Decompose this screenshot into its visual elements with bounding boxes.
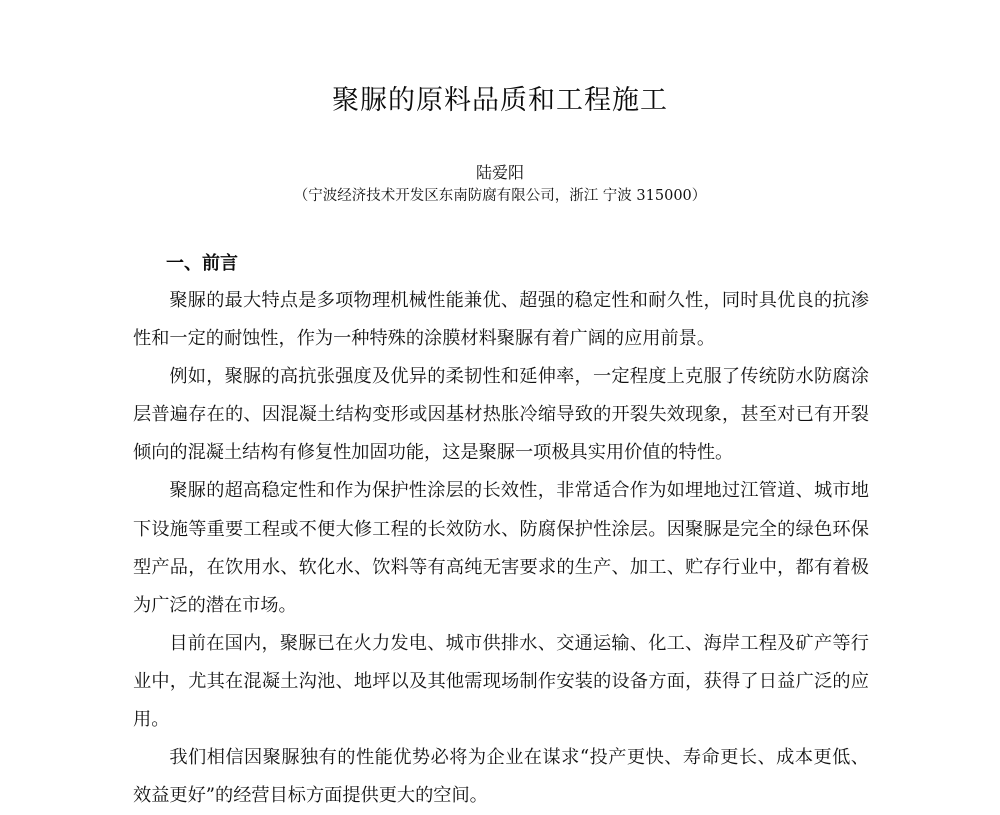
paragraph: 聚脲的最大特点是多项物理机械性能兼优、超强的稳定性和耐久性，同时具优良的抗渗性和一定的耐蚀性，作为一种特殊的涂膜材料聚脲有着广阔的应用前景。 <box>133 290 869 350</box>
author-name: 陆爱阳 <box>475 163 524 182</box>
paragraph: 目前在国内，聚脲已在火力发电、城市供排水、交通运输、化工、海岸工程及矿产等行业中，尤其在混凝土沟池、地坪以及其他需现场制作安装的设备方面，获得了日益广泛的应用。 <box>133 632 869 731</box>
paragraph: 例如，聚脲的高抗张强度及优异的柔韧性和延伸率，一定程度上克服了传统防水防腐涂层普遍存在的、因混凝土结构变形或因基材热胀冷缩导致的开裂失效现象，甚至对已有开裂倾向的混凝土结构有修复性加固功能，这是聚脲一项极具实用价值的特性。 <box>133 366 869 464</box>
section-heading: 一、前言 <box>166 253 238 274</box>
author-affiliation: （宁波经济技术开发区东南防腐有限公司，浙江 宁波 315000） <box>293 188 707 204</box>
paragraph: 聚脲的超高稳定性和作为保护性涂层的长效性，非常适合作为如埋地过江管道、城市地下设施等重要工程或不便大修工程的长效防水、防腐保护性涂层。因聚脲是完全的绿色环保型产品，在饮用水、软化水、饮料等有高纯无害要求的生产、加工、贮存行业中，都有着极为广泛的潜在市场。 <box>133 480 869 616</box>
body-text <box>133 282 869 815</box>
page-title: 聚脲的原料品质和工程施工 <box>332 85 668 116</box>
paragraph: 我们相信因聚脲独有的性能优势必将为企业在谋求“投产更快、寿命更长、成本更低、效益更好”的经营目标方面提供更大的空间。 <box>133 747 869 807</box>
